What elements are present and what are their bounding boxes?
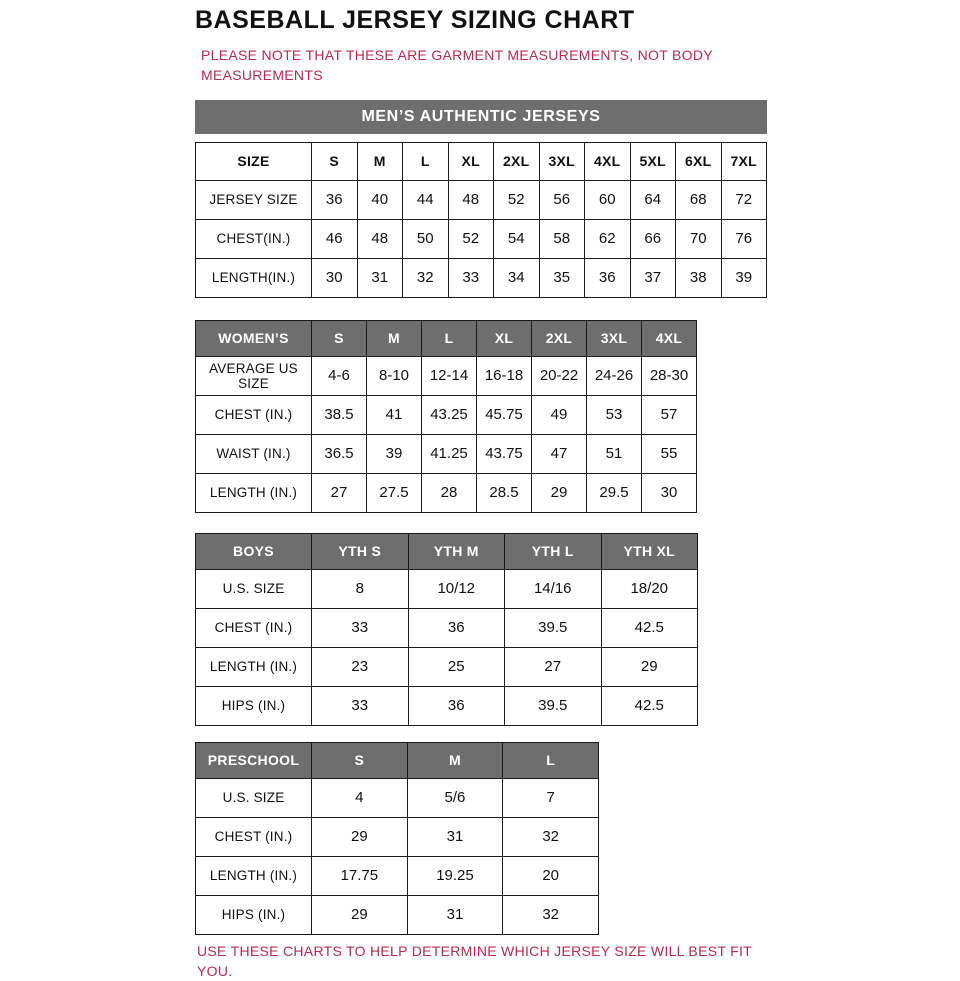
measurement-value-cell: 53 — [587, 395, 642, 434]
measurement-value-cell: 32 — [503, 817, 599, 856]
measurement-value-cell: 24-26 — [587, 356, 642, 395]
row-label-cell: CHEST (IN.) — [196, 817, 312, 856]
measurement-value-cell: 37 — [630, 258, 676, 297]
measurement-value-cell: 41.25 — [422, 434, 477, 473]
measurement-value-cell: 20-22 — [532, 356, 587, 395]
measurement-value-cell: 48 — [448, 180, 494, 219]
measurement-value-cell: 16-18 — [477, 356, 532, 395]
table-row — [196, 856, 599, 895]
preschool-sizing-table — [195, 742, 775, 935]
measurement-value-cell: 40 — [357, 180, 403, 219]
measurement-value-cell: 39.5 — [505, 686, 602, 725]
measurement-value-cell: 8-10 — [367, 356, 422, 395]
measurement-value-cell: 28.5 — [477, 473, 532, 512]
size-column-header: XL — [448, 142, 494, 180]
header-row — [196, 742, 599, 778]
table-title-cell: PRESCHOOL — [196, 742, 312, 778]
size-column-header: L — [403, 142, 449, 180]
size-table-mens — [195, 142, 767, 298]
measurement-value-cell: 33 — [448, 258, 494, 297]
row-label-cell: U.S. SIZE — [196, 569, 312, 608]
measurement-value-cell: 72 — [721, 180, 767, 219]
measurement-value-cell: 18/20 — [601, 569, 698, 608]
row-label-cell: LENGTH (IN.) — [196, 473, 312, 512]
measurement-value-cell: 27 — [505, 647, 602, 686]
measurement-value-cell: 41 — [367, 395, 422, 434]
row-label-cell: CHEST (IN.) — [196, 395, 312, 434]
measurement-value-cell: 43.25 — [422, 395, 477, 434]
measurement-value-cell: 33 — [312, 608, 409, 647]
row-label-cell: CHEST(IN.) — [196, 219, 312, 258]
row-label-cell: U.S. SIZE — [196, 778, 312, 817]
measurement-value-cell: 42.5 — [601, 608, 698, 647]
row-label-cell: CHEST (IN.) — [196, 608, 312, 647]
measurement-value-cell: 64 — [630, 180, 676, 219]
table-title-cell: WOMEN’S — [196, 320, 312, 356]
row-label-cell: LENGTH (IN.) — [196, 856, 312, 895]
size-table-preschool — [195, 742, 599, 935]
measurement-value-cell: 48 — [357, 219, 403, 258]
size-column-header: 2XL — [532, 320, 587, 356]
sizing-chart-page — [195, 0, 775, 981]
size-column-header: 4XL — [585, 142, 631, 180]
size-column-header: M — [407, 742, 503, 778]
row-label-cell: LENGTH (IN.) — [196, 647, 312, 686]
measurement-value-cell: 38.5 — [312, 395, 367, 434]
size-column-header: 3XL — [587, 320, 642, 356]
row-label-cell: WAIST (IN.) — [196, 434, 312, 473]
measurement-value-cell: 76 — [721, 219, 767, 258]
table-row — [196, 778, 599, 817]
size-column-header: L — [422, 320, 477, 356]
table-row — [196, 686, 698, 725]
size-column-header: S — [312, 142, 358, 180]
size-column-header: 5XL — [630, 142, 676, 180]
measurement-value-cell: 30 — [312, 258, 358, 297]
measurement-value-cell: 52 — [494, 180, 540, 219]
table-title-cell: BOYS — [196, 533, 312, 569]
measurement-value-cell: 4 — [312, 778, 408, 817]
size-column-header: 6XL — [676, 142, 722, 180]
size-column-header: L — [503, 742, 599, 778]
size-column-header: YTH XL — [601, 533, 698, 569]
row-label-cell: JERSEY SIZE — [196, 180, 312, 219]
measurement-value-cell: 45.75 — [477, 395, 532, 434]
measurement-value-cell: 32 — [403, 258, 449, 297]
mens-table-banner: MEN’S AUTHENTIC JERSEYS — [195, 100, 767, 134]
measurement-value-cell: 52 — [448, 219, 494, 258]
measurement-value-cell: 39 — [721, 258, 767, 297]
measurement-value-cell: 30 — [642, 473, 697, 512]
measurement-value-cell: 70 — [676, 219, 722, 258]
size-column-header: 4XL — [642, 320, 697, 356]
measurement-value-cell: 36.5 — [312, 434, 367, 473]
measurement-value-cell: 42.5 — [601, 686, 698, 725]
measurement-value-cell: 19.25 — [407, 856, 503, 895]
measurement-value-cell: 33 — [312, 686, 409, 725]
measurement-value-cell: 56 — [539, 180, 585, 219]
measurement-value-cell: 35 — [539, 258, 585, 297]
measurement-value-cell: 31 — [407, 895, 503, 934]
size-column-header: 7XL — [721, 142, 767, 180]
measurement-value-cell: 36 — [585, 258, 631, 297]
garment-measurement-note: PLEASE NOTE THAT THESE ARE GARMENT MEASUREMENTS, NOT BODY MEASUREMENTS — [201, 47, 713, 84]
measurement-value-cell: 25 — [408, 647, 505, 686]
size-column-header: YTH L — [505, 533, 602, 569]
measurement-value-cell: 47 — [532, 434, 587, 473]
measurement-value-cell: 68 — [676, 180, 722, 219]
measurement-value-cell: 60 — [585, 180, 631, 219]
table-row — [196, 395, 697, 434]
measurement-value-cell: 28 — [422, 473, 477, 512]
size-column-header: 2XL — [494, 142, 540, 180]
size-table-womens — [195, 320, 697, 513]
size-column-header: M — [367, 320, 422, 356]
measurement-value-cell: 23 — [312, 647, 409, 686]
measurement-value-cell: 49 — [532, 395, 587, 434]
table-row — [196, 473, 697, 512]
table-row — [196, 356, 697, 395]
measurement-value-cell: 39.5 — [505, 608, 602, 647]
header-row — [196, 320, 697, 356]
row-label-cell: LENGTH(IN.) — [196, 258, 312, 297]
measurement-value-cell: 31 — [357, 258, 403, 297]
measurement-value-cell: 62 — [585, 219, 631, 258]
measurement-value-cell: 36 — [408, 686, 505, 725]
measurement-value-cell: 12-14 — [422, 356, 477, 395]
table-row — [196, 608, 698, 647]
measurement-value-cell: 32 — [503, 895, 599, 934]
measurement-value-cell: 17.75 — [312, 856, 408, 895]
table-row — [196, 434, 697, 473]
size-column-header: 3XL — [539, 142, 585, 180]
size-column-header: YTH M — [408, 533, 505, 569]
measurement-value-cell: 4-6 — [312, 356, 367, 395]
measurement-value-cell: 36 — [312, 180, 358, 219]
measurement-value-cell: 20 — [503, 856, 599, 895]
page-title: BASEBALL JERSEY SIZING CHART — [195, 6, 635, 34]
measurement-value-cell: 27.5 — [367, 473, 422, 512]
size-column-header: XL — [477, 320, 532, 356]
measurement-value-cell: 50 — [403, 219, 449, 258]
measurement-value-cell: 39 — [367, 434, 422, 473]
table-row — [196, 817, 599, 856]
measurement-value-cell: 28-30 — [642, 356, 697, 395]
measurement-value-cell: 51 — [587, 434, 642, 473]
measurement-value-cell: 8 — [312, 569, 409, 608]
table-row — [196, 647, 698, 686]
measurement-value-cell: 7 — [503, 778, 599, 817]
measurement-value-cell: 31 — [407, 817, 503, 856]
measurement-value-cell: 54 — [494, 219, 540, 258]
table-row — [196, 569, 698, 608]
measurement-value-cell: 29 — [312, 817, 408, 856]
fit-advice-footer: USE THESE CHARTS TO HELP DETERMINE WHICH JERSEY SIZE WILL BEST FIT YOU. — [197, 942, 752, 979]
measurement-value-cell: 29 — [532, 473, 587, 512]
table-row — [196, 219, 767, 258]
size-column-header: M — [357, 142, 403, 180]
measurement-value-cell: 43.75 — [477, 434, 532, 473]
measurement-value-cell: 14/16 — [505, 569, 602, 608]
row-label-cell: HIPS (IN.) — [196, 895, 312, 934]
header-row — [196, 142, 767, 180]
mens-sizing-table — [195, 142, 775, 298]
table-row — [196, 258, 767, 297]
measurement-value-cell: 29 — [601, 647, 698, 686]
measurement-value-cell: 58 — [539, 219, 585, 258]
header-row — [196, 533, 698, 569]
womens-sizing-table — [195, 320, 775, 513]
size-column-header: S — [312, 742, 408, 778]
measurement-value-cell: 57 — [642, 395, 697, 434]
measurement-value-cell: 34 — [494, 258, 540, 297]
size-table-boys — [195, 533, 698, 726]
row-label-cell: AVERAGE US SIZE — [196, 356, 312, 395]
measurement-value-cell: 66 — [630, 219, 676, 258]
measurement-value-cell: 29 — [312, 895, 408, 934]
table-row — [196, 895, 599, 934]
table-row — [196, 180, 767, 219]
measurement-value-cell: 44 — [403, 180, 449, 219]
size-column-header: S — [312, 320, 367, 356]
row-label-cell: HIPS (IN.) — [196, 686, 312, 725]
measurement-value-cell: 55 — [642, 434, 697, 473]
boys-sizing-table — [195, 533, 775, 726]
measurement-value-cell: 5/6 — [407, 778, 503, 817]
measurement-value-cell: 36 — [408, 608, 505, 647]
measurement-value-cell: 10/12 — [408, 569, 505, 608]
measurement-value-cell: 46 — [312, 219, 358, 258]
size-column-header: YTH S — [312, 533, 409, 569]
measurement-value-cell: 38 — [676, 258, 722, 297]
table-title-cell: SIZE — [196, 142, 312, 180]
measurement-value-cell: 27 — [312, 473, 367, 512]
measurement-value-cell: 29.5 — [587, 473, 642, 512]
